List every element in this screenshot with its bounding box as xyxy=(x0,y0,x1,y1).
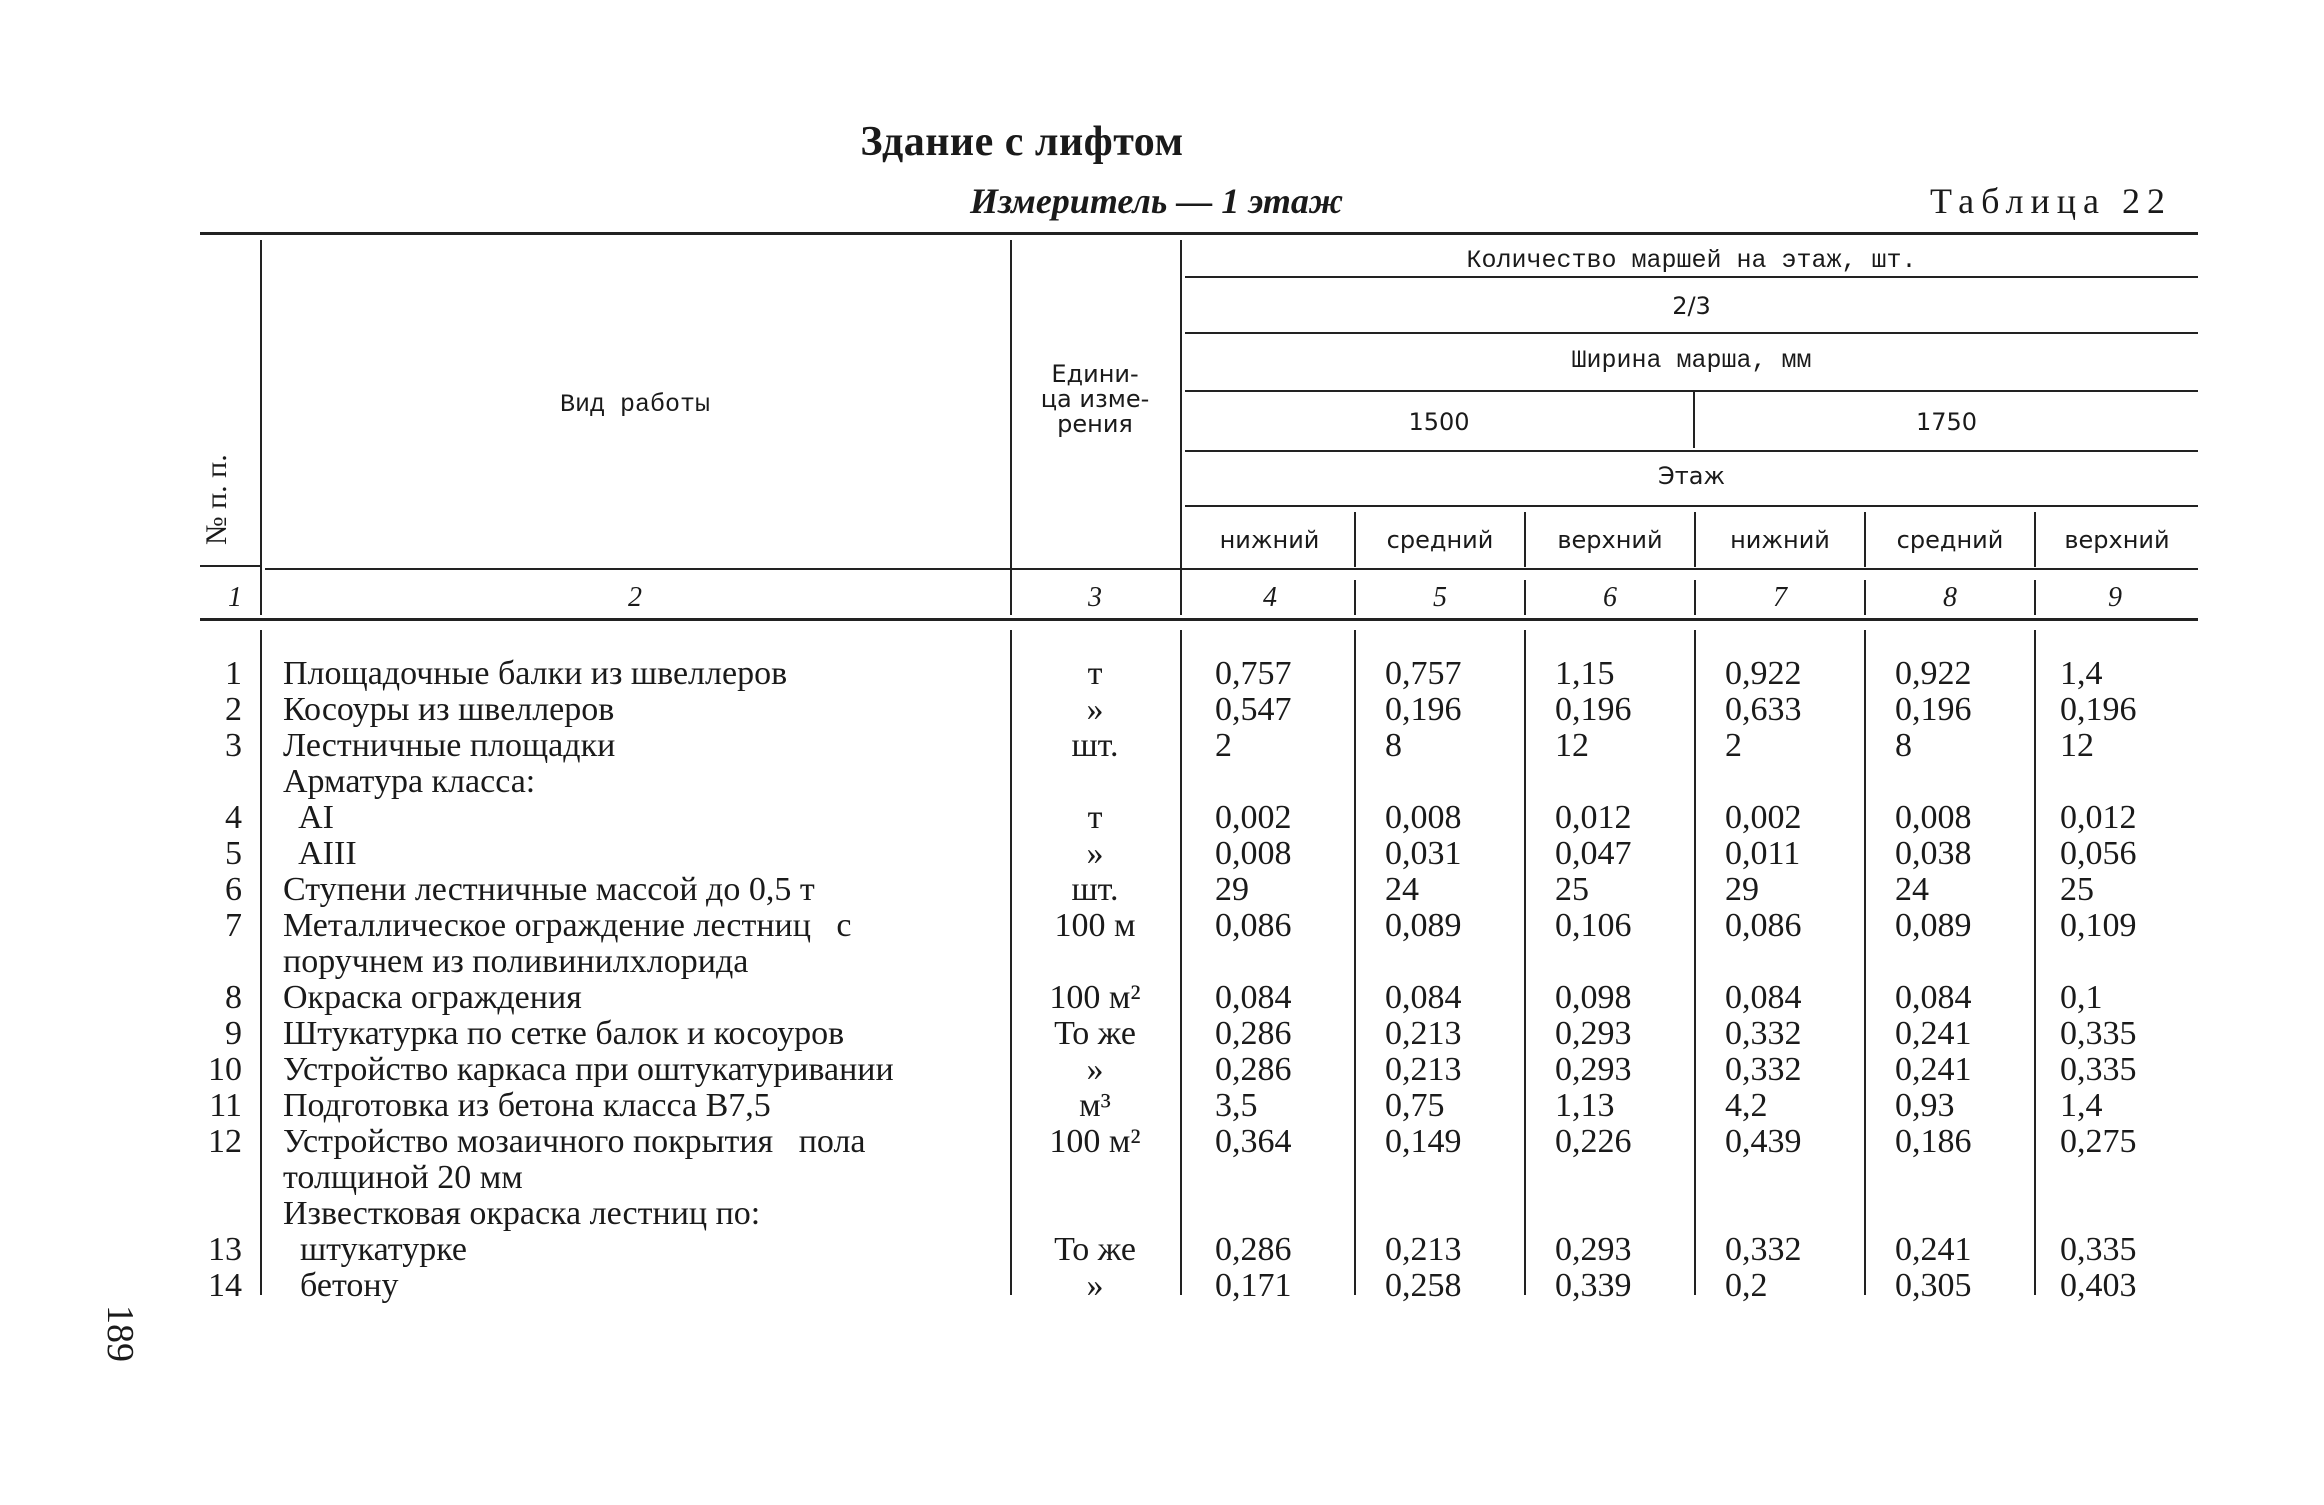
unit-cell: 100 м xyxy=(1054,907,1136,944)
row-number: 10 xyxy=(208,1051,242,1088)
value-cell: 0,213 xyxy=(1385,1231,1462,1268)
divider xyxy=(1185,332,2198,334)
value-cell: 0,258 xyxy=(1385,1267,1462,1304)
value-cell: 0,241 xyxy=(1895,1015,1972,1052)
column-number: 6 xyxy=(1603,582,1617,613)
value-cell: 12 xyxy=(2060,727,2094,764)
value-cell: 0,335 xyxy=(2060,1051,2137,1088)
value-cell: 2 xyxy=(1725,727,1742,764)
value-cell: 0,439 xyxy=(1725,1123,1802,1160)
value-cell: 0,286 xyxy=(1215,1231,1292,1268)
row-number: 4 xyxy=(225,799,242,836)
column-number: 9 xyxy=(2108,582,2122,613)
value-cell: 0,922 xyxy=(1725,655,1802,692)
value-cell: 0,757 xyxy=(1385,655,1462,692)
table-top-rule xyxy=(200,232,2198,235)
value-cell: 0,089 xyxy=(1895,907,1972,944)
value-cell: 0,106 xyxy=(1555,907,1632,944)
work-description: штукатурке xyxy=(283,1231,467,1268)
value-cell: 0,011 xyxy=(1725,835,1801,872)
work-description: Лестничные площадки xyxy=(283,727,616,764)
divider xyxy=(1694,580,1696,615)
value-cell: 25 xyxy=(2060,871,2094,908)
value-cell: 0,335 xyxy=(2060,1015,2137,1052)
value-cell: 0,047 xyxy=(1555,835,1632,872)
column-number: 5 xyxy=(1433,582,1447,613)
value-cell: 0,098 xyxy=(1555,979,1632,1016)
value-cell: 0,339 xyxy=(1555,1267,1632,1304)
divider xyxy=(1185,276,2198,278)
value-cell: 0,293 xyxy=(1555,1051,1632,1088)
divider xyxy=(265,568,2198,570)
value-cell: 0,089 xyxy=(1385,907,1462,944)
row-number: 2 xyxy=(225,691,242,728)
value-cell: 0,332 xyxy=(1725,1231,1802,1268)
work-description: Арматура класса: xyxy=(283,763,536,800)
divider xyxy=(1354,580,1356,615)
column-number: 2 xyxy=(628,582,642,613)
value-cell: 29 xyxy=(1725,871,1759,908)
work-description: толщиной 20 мм xyxy=(283,1159,523,1196)
value-cell: 1,4 xyxy=(2060,1087,2103,1124)
unit-cell: » xyxy=(1086,835,1104,872)
value-cell: 0,293 xyxy=(1555,1015,1632,1052)
header-bottom-rule xyxy=(200,618,2198,621)
value-cell: 0,038 xyxy=(1895,835,1972,872)
column-number: 1 xyxy=(228,582,242,613)
value-cell: 12 xyxy=(1555,727,1589,764)
work-description: Подготовка из бетона класса В7,5 xyxy=(283,1087,771,1124)
meter-subtitle: Измеритель — 1 этаж xyxy=(970,181,1344,221)
value-cell: 0,196 xyxy=(2060,691,2137,728)
header-floor-name: верхний xyxy=(1557,526,1663,554)
value-cell: 0,922 xyxy=(1895,655,1972,692)
value-cell: 0,196 xyxy=(1895,691,1972,728)
row-number: 1 xyxy=(225,655,242,692)
row-number: 12 xyxy=(208,1123,242,1160)
value-cell: 2 xyxy=(1215,727,1232,764)
value-cell: 0,335 xyxy=(2060,1231,2137,1268)
unit-cell: 100 м² xyxy=(1049,979,1141,1016)
row-number: 13 xyxy=(208,1231,242,1268)
value-cell: 1,15 xyxy=(1555,655,1615,692)
value-cell: 0,186 xyxy=(1895,1123,1972,1160)
row-number: 8 xyxy=(225,979,242,1016)
value-cell: 0,002 xyxy=(1725,799,1802,836)
value-cell: 0,241 xyxy=(1895,1051,1972,1088)
value-cell: 0,008 xyxy=(1215,835,1292,872)
header-width-1500: 1500 xyxy=(1408,408,1470,436)
divider xyxy=(200,565,260,567)
work-description: Известковая окраска лестниц по: xyxy=(283,1195,761,1232)
row-number: 11 xyxy=(209,1087,242,1124)
work-description: AI xyxy=(283,799,334,836)
header-floor-name: верхний xyxy=(2064,526,2170,554)
value-cell: 0,196 xyxy=(1555,691,1632,728)
divider xyxy=(260,630,262,1295)
value-cell: 0,196 xyxy=(1385,691,1462,728)
value-cell: 0,305 xyxy=(1895,1267,1972,1304)
value-cell: 0,241 xyxy=(1895,1231,1972,1268)
value-cell: 0,293 xyxy=(1555,1231,1632,1268)
value-cell: 3,5 xyxy=(1215,1087,1258,1124)
value-cell: 0,086 xyxy=(1725,907,1802,944)
value-cell: 8 xyxy=(1385,727,1402,764)
work-description: Металлическое ограждение лестниц с xyxy=(283,907,852,944)
value-cell: 0,109 xyxy=(2060,907,2137,944)
header-floor-name: средний xyxy=(1896,526,2004,554)
value-cell: 0,633 xyxy=(1725,691,1802,728)
table-number: Таблица 22 xyxy=(1930,181,2172,221)
value-cell: 0,084 xyxy=(1895,979,1972,1016)
work-description: бетону xyxy=(283,1267,399,1304)
row-number: 3 xyxy=(225,727,242,764)
header-floor-name: нижний xyxy=(1730,526,1830,554)
divider xyxy=(1180,630,1182,1295)
value-cell: 0,93 xyxy=(1895,1087,1955,1124)
unit-cell: » xyxy=(1086,1267,1104,1304)
work-description: Устройство каркаса при оштукатуривании xyxy=(283,1051,894,1088)
value-cell: 0,031 xyxy=(1385,835,1462,872)
divider xyxy=(1864,580,1866,615)
value-cell: 0,547 xyxy=(1215,691,1292,728)
divider xyxy=(260,240,262,615)
divider xyxy=(1180,240,1182,615)
header-row-number: № п. п. xyxy=(200,454,233,545)
work-description: Штукатурка по сетке балок и косоуров xyxy=(283,1015,845,1052)
value-cell: 0,008 xyxy=(1895,799,1972,836)
header-floor: Этаж xyxy=(1657,462,1726,490)
column-number: 8 xyxy=(1943,582,1957,613)
header-flights-count: Количество маршей на этаж, шт. xyxy=(1466,246,1917,275)
header-flights-value: 2/3 xyxy=(1672,292,1711,320)
value-cell: 0,286 xyxy=(1215,1051,1292,1088)
value-cell: 0,084 xyxy=(1215,979,1292,1016)
column-number: 7 xyxy=(1773,582,1787,613)
page-title: Здание с лифтом xyxy=(860,119,1184,165)
unit-cell: т xyxy=(1087,655,1103,692)
row-number: 7 xyxy=(225,907,242,944)
value-cell: 0,2 xyxy=(1725,1267,1768,1304)
value-cell: 0,086 xyxy=(1215,907,1292,944)
unit-cell: шт. xyxy=(1071,727,1119,764)
value-cell: 24 xyxy=(1895,871,1929,908)
value-cell: 0,084 xyxy=(1385,979,1462,1016)
header-width-1750: 1750 xyxy=(1915,408,1978,436)
value-cell: 0,149 xyxy=(1385,1123,1462,1160)
divider xyxy=(1524,580,1526,615)
header-flight-width: Ширина марша, мм xyxy=(1571,346,1812,375)
header-floor-name: нижний xyxy=(1219,526,1320,554)
value-cell: 0,332 xyxy=(1725,1015,1802,1052)
row-number: 6 xyxy=(225,871,242,908)
value-cell: 24 xyxy=(1385,871,1419,908)
row-number: 14 xyxy=(208,1267,242,1304)
work-description: Устройство мозаичного покрытия пола xyxy=(283,1123,866,1160)
unit-cell: То же xyxy=(1054,1015,1136,1052)
value-cell: 0,012 xyxy=(2060,799,2137,836)
work-description: Ступени лестничные массой до 0,5 т xyxy=(283,871,815,908)
value-cell: 8 xyxy=(1895,727,1912,764)
value-cell: 0,213 xyxy=(1385,1051,1462,1088)
value-cell: 4,2 xyxy=(1725,1087,1768,1124)
work-description: Площадочные балки из швеллеров xyxy=(283,655,788,692)
page-number: 189 xyxy=(99,1305,141,1362)
unit-cell: т xyxy=(1087,799,1103,836)
divider xyxy=(2034,580,2036,615)
value-cell: 29 xyxy=(1215,871,1249,908)
value-cell: 0,332 xyxy=(1725,1051,1802,1088)
column-number: 3 xyxy=(1088,582,1102,613)
value-cell: 0,056 xyxy=(2060,835,2137,872)
value-cell: 0,008 xyxy=(1385,799,1462,836)
work-description: AIII xyxy=(283,835,357,872)
column-number: 4 xyxy=(1263,582,1277,613)
divider xyxy=(1185,450,2198,452)
value-cell: 0,002 xyxy=(1215,799,1292,836)
divider xyxy=(1010,630,1012,1295)
unit-cell: 100 м² xyxy=(1049,1123,1141,1160)
row-number: 9 xyxy=(225,1015,242,1052)
value-cell: 0,75 xyxy=(1385,1087,1445,1124)
value-cell: 0,012 xyxy=(1555,799,1632,836)
unit-cell: м³ xyxy=(1079,1087,1111,1124)
unit-cell: » xyxy=(1086,1051,1104,1088)
work-description: поручнем из поливинилхлорида xyxy=(283,943,749,980)
unit-cell: То же xyxy=(1054,1231,1136,1268)
value-cell: 0,286 xyxy=(1215,1015,1292,1052)
value-cell: 0,1 xyxy=(2060,979,2103,1016)
row-number: 5 xyxy=(225,835,242,872)
work-description: Косоуры из швеллеров xyxy=(283,691,615,728)
unit-cell: » xyxy=(1086,691,1104,728)
value-cell: 1,4 xyxy=(2060,655,2103,692)
unit-cell: шт. xyxy=(1071,871,1119,908)
header-unit: Едини- ца изме- рения xyxy=(1040,360,1150,438)
value-cell: 1,13 xyxy=(1555,1087,1615,1124)
value-cell: 25 xyxy=(1555,871,1589,908)
value-cell: 0,084 xyxy=(1725,979,1802,1016)
divider xyxy=(1185,505,2198,507)
header-floor-name: средний xyxy=(1386,526,1494,554)
value-cell: 0,364 xyxy=(1215,1123,1292,1160)
value-cell: 0,171 xyxy=(1215,1267,1292,1304)
value-cell: 0,757 xyxy=(1215,655,1292,692)
value-cell: 0,226 xyxy=(1555,1123,1632,1160)
value-cell: 0,213 xyxy=(1385,1015,1462,1052)
value-cell: 0,403 xyxy=(2060,1267,2137,1304)
header-work-type: Вид работы xyxy=(559,390,711,419)
divider xyxy=(1185,390,2198,392)
work-description: Окраска ограждения xyxy=(283,979,582,1016)
value-cell: 0,275 xyxy=(2060,1123,2137,1160)
